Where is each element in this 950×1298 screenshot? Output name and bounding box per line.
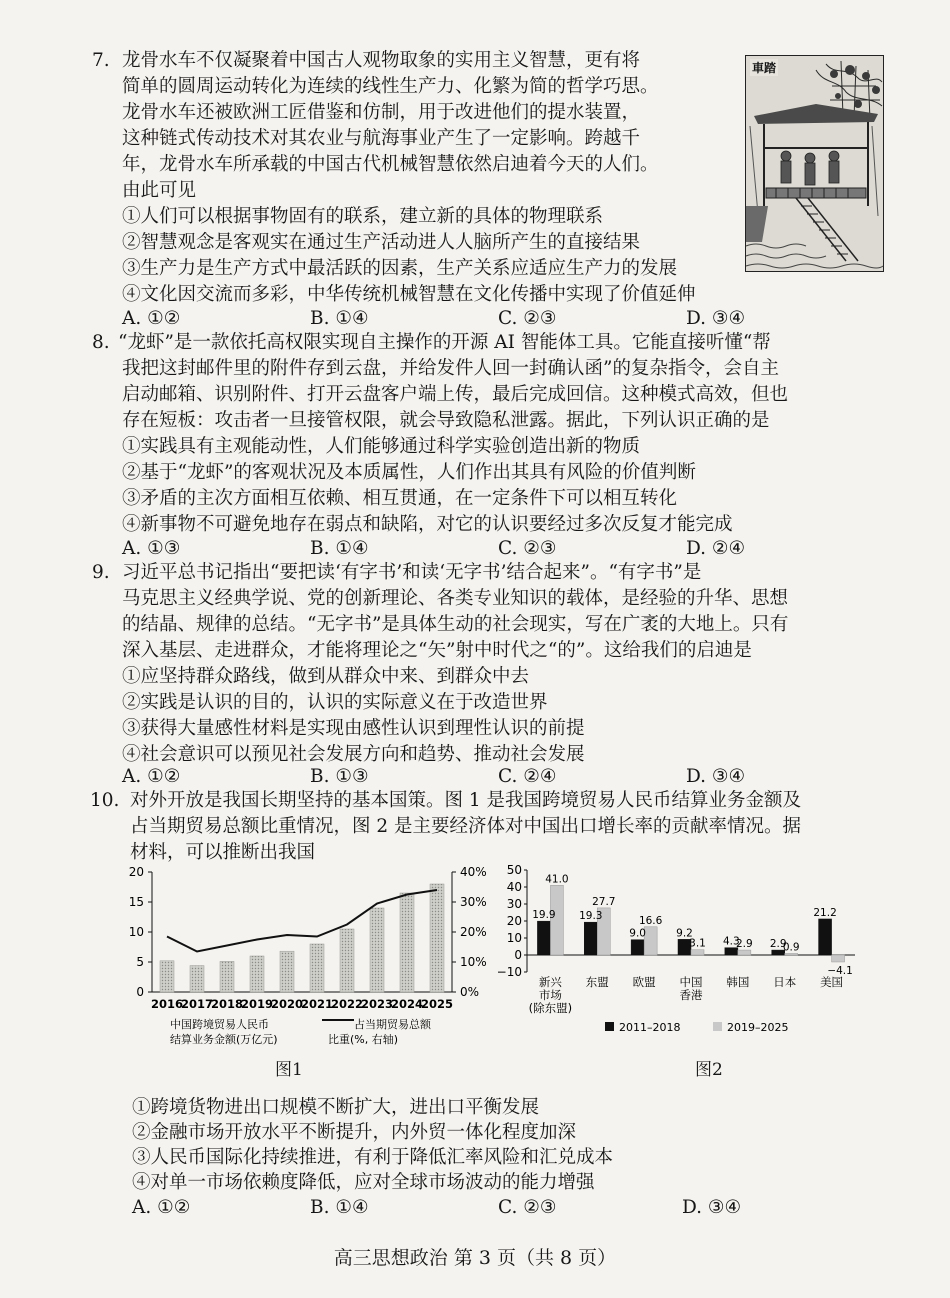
answer-choice-a[interactable]: A. ①② <box>122 766 181 787</box>
legend-label: 比重(%, 右轴) <box>328 1033 399 1046</box>
legend-swatch-2019-2025 <box>713 1022 722 1031</box>
right-tick-label: 40% <box>460 865 487 879</box>
settlement-amount-bar <box>310 944 324 992</box>
data-label: 19.3 <box>579 910 603 923</box>
bar-2011-2018 <box>584 922 597 955</box>
data-label: 0.9 <box>782 941 800 954</box>
left-tick-label: 20 <box>128 865 144 879</box>
woodcut-illustration <box>746 56 883 271</box>
question-text-line: 龙骨水车还被欧洲工匠借鉴和仿制，用于改进他们的提水装置， <box>122 102 641 123</box>
y-tick-label: 0 <box>514 948 522 962</box>
right-tick-label: 10% <box>460 955 487 969</box>
question-text-line: 习近平总书记指出“要把读‘有字书’和读‘无字书’结合起来”。“有字书”是 <box>122 562 702 583</box>
category-label: 日本 <box>773 975 797 989</box>
question-text-line: 对外开放是我国长期坚持的基本国策。图 1 是我国跨境贸易人民币结算业务金额及 <box>130 790 802 811</box>
x-tick-label: 2024 <box>390 997 424 1011</box>
answer-choice-c[interactable]: C. ②④ <box>498 766 557 787</box>
question-text-line: 这种链式传动技术对其农业与航海事业产生了一定影响。跨越千 <box>122 128 641 149</box>
answer-choice-d[interactable]: D. ③④ <box>682 1197 742 1218</box>
answer-choice-a[interactable]: A. ①③ <box>122 538 181 559</box>
bar-2019-2025 <box>738 950 751 955</box>
y-tick-label: 50 <box>506 863 522 877</box>
question-text-line: 年，龙骨水车所承载的中国古代机械智慧依然启迪着今天的人们。 <box>122 154 659 175</box>
question-number: 8. <box>92 332 110 353</box>
data-label: −4.1 <box>827 964 853 977</box>
legend-label: 结算业务金额(万亿元) <box>170 1033 278 1046</box>
left-tick-label: 0 <box>136 985 144 999</box>
bar-2019-2025 <box>832 955 845 962</box>
settlement-amount-bar <box>160 961 174 992</box>
question-text-line: 龙骨水车不仅凝聚着中国古人观物取象的实用主义智慧，更有将 <box>122 50 641 71</box>
statement-option: ③矛盾的主次方面相互依赖、相互贯通，在一定条件下可以相互转化 <box>122 488 678 509</box>
figure-1-caption: 图1 <box>275 1060 303 1080</box>
right-tick-label: 0% <box>460 985 480 999</box>
bar-2019-2025 <box>785 953 798 955</box>
data-label: 2.9 <box>736 938 753 951</box>
question-text-line: 深入基层、走进群众，才能将理论之“矢”射中时代之“的”。这给我们的启迪是 <box>122 640 752 661</box>
answer-choice-b[interactable]: B. ①④ <box>310 308 369 329</box>
category-label: 市场 <box>538 988 562 1002</box>
right-tick-label: 20% <box>460 925 487 939</box>
y-tick-label: 10 <box>506 931 522 945</box>
statement-option: ③生产力是生产方式中最活跃的因素，生产关系应适应生产力的发展 <box>122 258 678 279</box>
figure-1-chart <box>110 862 500 1054</box>
question-text-line: 启动邮箱、识别附件、打开云盘客户端上传，最后完成回信。这种模式高效，但也 <box>122 384 789 405</box>
trade-share-line <box>167 890 437 952</box>
dragon-bone-waterwheel-woodcut <box>745 55 884 272</box>
settlement-amount-bar <box>220 961 234 992</box>
statement-option: ②金融市场开放水平不断提升，内外贸一体化程度加深 <box>132 1122 577 1143</box>
answer-choice-a[interactable]: A. ①② <box>132 1197 191 1218</box>
category-label: 东盟 <box>585 975 609 989</box>
settlement-amount-bar <box>250 956 264 992</box>
data-label: 2.9 <box>769 938 787 951</box>
x-tick-label: 2019 <box>240 997 274 1011</box>
question-number: 7. <box>92 50 110 71</box>
x-tick-label: 2025 <box>420 997 454 1011</box>
question-text-line: 的结晶、规律的总结。“无字书”是具体生动的社会现实，写在广袤的大地上。只有 <box>122 614 789 635</box>
bar-2011-2018 <box>537 921 550 955</box>
statement-option: ①人们可以根据事物固有的联系，建立新的具体的物理联系 <box>122 206 604 227</box>
category-label: 中国 <box>679 975 703 989</box>
answer-choice-c[interactable]: C. ②③ <box>498 538 557 559</box>
y-tick-label: 30 <box>506 897 522 911</box>
question-text-line: 占当期贸易总额比重情况，图 2 是主要经济体对中国出口增长率的贡献率情况。据 <box>130 816 802 837</box>
bar-2019-2025 <box>691 950 704 955</box>
answer-choice-c[interactable]: C. ②③ <box>498 1197 557 1218</box>
answer-choice-a[interactable]: A. ①② <box>122 308 181 329</box>
question-text-line: 材料，可以推断出我国 <box>130 842 316 863</box>
data-label: 9.0 <box>629 927 646 940</box>
x-tick-label: 2020 <box>270 997 304 1011</box>
figure-2-chart <box>496 862 865 1040</box>
legend-swatch-2011-2018 <box>605 1022 614 1031</box>
legend-label: 占当期贸易总额 <box>354 1018 431 1031</box>
data-label: 21.2 <box>813 906 837 919</box>
page-footer: 高三思想政治 第 3 页（共 8 页） <box>333 1247 617 1269</box>
question-text-line: 由此可见 <box>122 180 197 201</box>
bar-2019-2025 <box>644 927 657 955</box>
y-tick-label: 20 <box>506 914 522 928</box>
statement-option: ①跨境货物进出口规模不断扩大，进出口平衡发展 <box>132 1097 540 1118</box>
statement-option: ④社会意识可以预见社会发展方向和趋势、推动社会发展 <box>122 744 585 765</box>
statement-option: ①实践具有主观能动性，人们能够通过科学实验创造出新的物质 <box>122 436 641 457</box>
answer-choice-c[interactable]: C. ②③ <box>498 308 557 329</box>
legend-label: 2019–2025 <box>727 1021 789 1034</box>
statement-option: ②实践是认识的目的，认识的实际意义在于改造世界 <box>122 692 548 713</box>
category-label: 新兴 <box>538 975 562 989</box>
statement-option: ③获得大量感性材料是实现由感性认识到理性认识的前提 <box>122 718 585 739</box>
question-number: 9. <box>92 562 110 583</box>
x-tick-label: 2017 <box>180 997 214 1011</box>
category-label: (除东盟) <box>528 1001 573 1015</box>
category-label: 香港 <box>679 988 703 1002</box>
legend-label: 2011–2018 <box>619 1021 681 1034</box>
right-tick-label: 30% <box>460 895 487 909</box>
statement-option: ③人民币国际化持续推进，有利于降低汇率风险和汇兑成本 <box>132 1147 614 1168</box>
answer-choice-d[interactable]: D. ③④ <box>686 766 746 787</box>
question-text-line: 简单的圆周运动转化为连续的线性生产力、化繁为简的哲学巧思。 <box>122 76 659 97</box>
legend-label: 中国跨境贸易人民币 <box>170 1018 269 1031</box>
left-tick-label: 10 <box>128 925 144 939</box>
statement-option: ②基于“龙虾”的客观状况及本质属性，人们作出其具有风险的价值判断 <box>122 462 696 483</box>
statement-option: ④新事物不可避免地存在弱点和缺陷，对它的认识要经过多次反复才能完成 <box>122 514 733 535</box>
answer-choice-b[interactable]: B. ①③ <box>310 766 369 787</box>
answer-choice-d[interactable]: D. ③④ <box>686 308 746 329</box>
left-tick-label: 15 <box>128 895 144 909</box>
x-tick-label: 2016 <box>150 997 184 1011</box>
answer-choice-b[interactable]: B. ①④ <box>310 538 369 559</box>
figure-2-caption: 图2 <box>695 1060 723 1080</box>
category-label: 韩国 <box>726 975 750 989</box>
data-label: 4.3 <box>723 935 740 948</box>
question-text-line: “龙虾”是一款依托高权限实现自主操作的开源 AI 智能体工具。它能直接听懂“帮 <box>118 332 771 353</box>
question-text-line: 存在短板：攻击者一旦接管权限，就会导致隐私泄露。据此，下列认识正确的是 <box>122 410 770 431</box>
settlement-amount-bar <box>370 908 384 992</box>
settlement-amount-bar <box>430 884 444 992</box>
y-tick-label: 40 <box>506 880 522 894</box>
bar-2011-2018 <box>631 940 644 955</box>
y-tick-label: −10 <box>496 965 522 979</box>
data-label: 27.7 <box>592 895 616 908</box>
settlement-amount-bar <box>280 951 294 992</box>
category-label: 欧盟 <box>632 975 656 989</box>
settlement-amount-bar <box>400 893 414 992</box>
statement-option: ④对单一市场依赖度降低，应对全球市场波动的能力增强 <box>132 1172 595 1193</box>
question-text-line: 马克思主义经典学说、党的创新理论、各类专业知识的载体，是经验的升华、思想 <box>122 588 789 609</box>
x-tick-label: 2023 <box>360 997 394 1011</box>
statement-option: ②智慧观念是客观实在通过生产活动进人人脑所产生的直接结果 <box>122 232 641 253</box>
x-tick-label: 2022 <box>330 997 364 1011</box>
data-label: 41.0 <box>545 873 569 886</box>
woodcut-caption: 車踏 <box>752 61 777 75</box>
data-label: 3.1 <box>689 937 706 950</box>
bar-2011-2018 <box>819 919 832 955</box>
x-tick-label: 2021 <box>300 997 334 1011</box>
statement-option: ①应坚持群众路线，做到从群众中来、到群众中去 <box>122 666 530 687</box>
answer-choice-d[interactable]: D. ②④ <box>686 538 746 559</box>
question-text-line: 我把这封邮件里的附件存到云盘，并给发件人回一封确认函”的复杂指令，会自主 <box>122 358 779 379</box>
answer-choice-b[interactable]: B. ①④ <box>310 1197 369 1218</box>
question-number: 10. <box>90 790 120 811</box>
left-tick-label: 5 <box>136 955 144 969</box>
category-label: 美国 <box>820 975 844 989</box>
data-label: 9.2 <box>676 927 693 940</box>
settlement-amount-bar <box>190 966 204 992</box>
data-label: 16.6 <box>638 914 663 927</box>
data-label: 19.9 <box>532 909 556 922</box>
settlement-amount-bar <box>340 929 354 992</box>
statement-option: ④文化因交流而多彩，中华传统机械智慧在文化传播中实现了价值延伸 <box>122 284 696 305</box>
x-tick-label: 2018 <box>210 997 244 1011</box>
